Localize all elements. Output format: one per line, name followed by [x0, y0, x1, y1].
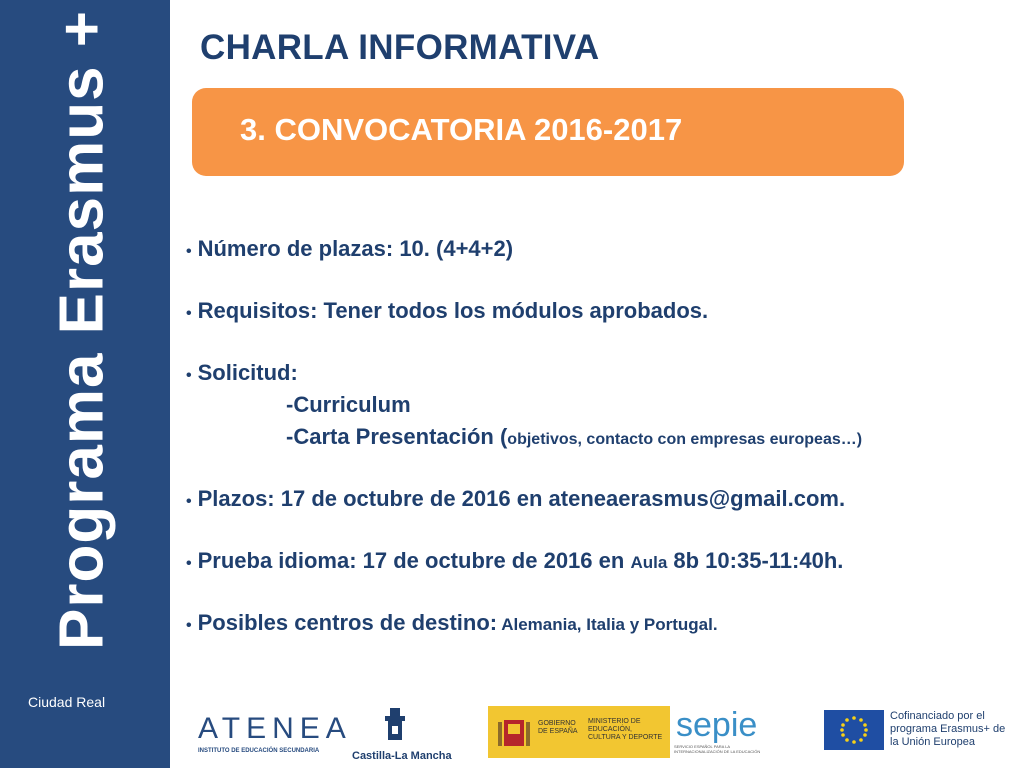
gobierno-text: GOBIERNO DE ESPAÑA — [538, 720, 578, 735]
requisitos-text: Requisitos: Tener todos los módulos aprobados. — [197, 298, 709, 323]
atenea-logo — [196, 712, 352, 758]
plazas-text: Número de plazas: 10. (4+4+2) — [197, 236, 514, 261]
sepie-subtitle: SERVICIO ESPAÑOL PARA LA INTERNACIONALIZACIÓN DE LA EDUCACIÓN — [674, 744, 761, 754]
centros-value: Alemania, Italia y Portugal. — [497, 615, 718, 634]
list-item: • Posibles centros de destino: Alemania, Italia y Portugal. — [186, 610, 718, 635]
clm-crest-icon — [380, 706, 410, 746]
curriculum-text: -Curriculum — [286, 392, 411, 417]
eu-text: Cofinanciado por el programa Erasmus+ de la Unión Europea — [890, 710, 1006, 748]
atenea-subtitle: INSTITUTO DE EDUCACIÓN SECUNDARIA — [198, 748, 320, 754]
ministerio-text: MINISTERIO DE EDUCACIÓN, CULTURA Y DEPORTE — [588, 718, 663, 741]
list-item: • Requisitos: Tener todos los módulos aprobados. — [186, 298, 709, 323]
list-item: • Número de plazas: 10. (4+4+2) — [186, 236, 514, 261]
eu-flag-icon — [824, 710, 884, 750]
list-item: • Solicitud: — [186, 360, 298, 385]
aula-text: Aula — [630, 553, 668, 572]
list-item: • Plazos: 17 de octubre de 2016 en ateneaerasmus@gmail.com. — [186, 486, 846, 511]
plazos-text: Plazos: 17 de octubre de 2016 en ateneaerasmus@gmail.com. — [197, 486, 846, 511]
sub-item — [286, 392, 411, 418]
clm-text: Castilla-La Mancha — [352, 750, 452, 762]
centros-label: Posibles centros de destino: — [197, 610, 498, 635]
sub-item — [286, 424, 862, 450]
carta-detail: objetivos, contacto con empresas europeas…) — [507, 431, 863, 448]
prueba-text: Prueba idioma: 17 de octubre de 2016 en — [197, 548, 631, 573]
banner-text: 3. CONVOCATORIA 2016-2017 — [240, 112, 683, 147]
sepie-logo-text: sepie — [676, 706, 758, 744]
sidebar — [0, 0, 170, 768]
castilla-la-mancha-logo — [350, 706, 452, 766]
city-label: Ciudad Real — [28, 694, 106, 710]
prueba-time: 8b 10:35-11:40h. — [667, 548, 844, 573]
list-item: • Prueba idioma: 17 de octubre de 2016 en Aula 8b 10:35-11:40h. — [186, 548, 844, 573]
sepie-box — [670, 706, 770, 758]
page-title: CHARLA INFORMATIVA — [200, 28, 600, 67]
solicitud-text: Solicitud: — [197, 360, 298, 385]
spain-coat-of-arms-icon — [494, 712, 534, 752]
gobierno-sepie-logo — [488, 706, 770, 758]
section-banner — [192, 88, 904, 176]
carta-text: -Carta Presentación ( — [286, 424, 508, 449]
eu-logo — [824, 708, 1024, 756]
vertical-title: Programa Erasmus + — [47, 9, 117, 651]
atenea-name: ATENEA — [198, 712, 352, 745]
